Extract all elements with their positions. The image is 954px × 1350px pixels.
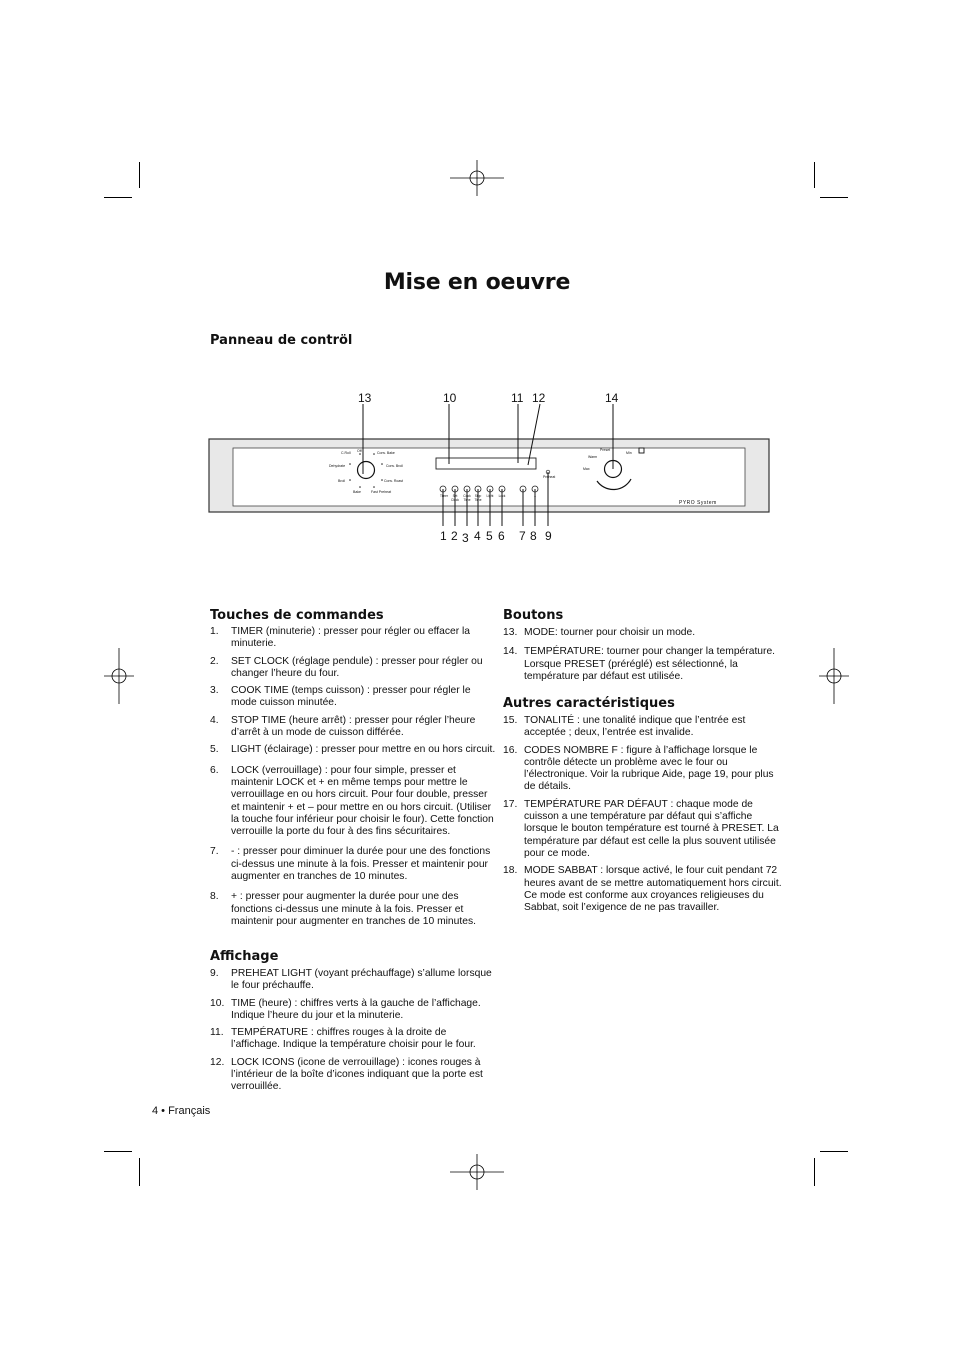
registration-mark-right [819, 648, 849, 704]
list-item: 15. TONALITÉ : une tonalité indique que l’entrée est acceptée ; deux, l’entrée est invalide. [503, 715, 746, 739]
knob-label-dehydrate: Dehydrate [329, 464, 346, 468]
affichage-list [210, 968, 496, 1099]
list-item: 3. COOK TIME (temps cuisson) : presser pour régler le mode cuisson minutée. [210, 685, 471, 709]
temp-label-warm: Warm [588, 455, 598, 459]
lock-icon-box [639, 448, 644, 453]
temp-label-preset: Preset [600, 448, 611, 452]
list-item: 2. SET CLOCK (réglage pendule) : presser pour régler ou changer l’heure du four. [210, 655, 483, 679]
callout-2: 2 [451, 529, 458, 543]
callout-10: 10 [443, 391, 457, 405]
callout-7: 7 [519, 529, 526, 543]
list-item: 1. TIMER (minuterie) : presser pour régler ou effacer la minuterie. [210, 626, 471, 650]
crop-mark-bl-h [104, 1151, 132, 1152]
panel-heading: Panneau de contröl [210, 333, 353, 348]
list-item: 17. TEMPÉRATURE PAR DÉFAUT : chaque mode de cuisson a une température par défaut qui s’affiche lorsque le bouton température est tourné à PRESET. La température par défaut est celle la plus souvent utilisée pour ce mode. [503, 798, 779, 859]
autres-heading: Autres caractéristiques [503, 696, 675, 711]
affichage-heading: Affichage [210, 949, 279, 964]
list-item: 11. TEMPÉRATURE : chiffres rouges à la droite de l’affichage. Indique la température choisir pour le four. [210, 1027, 476, 1051]
callout-13: 13 [358, 391, 372, 405]
preheat-label: Preheat [543, 475, 556, 479]
list-item: 18. MODE SABBAT : lorsque activé, le four cuit pendant 72 heures avant de se mettre automatiquement hors circuit. Ce mode est conforme aux croyances religieuses du Sabbat, soit l’exigence de ne pas travailler. [503, 865, 782, 914]
crop-mark-br-v [814, 1158, 815, 1186]
knob-label-croll: C.Roll [341, 451, 351, 455]
callout-12: 12 [532, 391, 546, 405]
touches-heading: Touches de commandes [210, 608, 384, 623]
list-item: 7. - : presser pour diminuer la durée pour une des fonctions ci-dessus une minute à la fois. Presser et maintenir pour augmenter en tranches de 10 minutes. [210, 846, 491, 883]
touches-list [210, 626, 496, 933]
list-item: 14. TEMPÉRATURE: tourner pour changer la température. Lorsque PRESET (préréglé) est sélectionné, la température par défaut est utilisée. [503, 646, 776, 682]
autres-list [503, 715, 783, 919]
crop-mark-tr-h [820, 197, 848, 198]
knob-label-bake: Bake [353, 490, 361, 494]
crop-mark-br-h [820, 1151, 848, 1152]
callout-4: 4 [474, 529, 481, 543]
button-label-lock: Lock [498, 494, 506, 498]
knob-label-conv-bake: Conv. Bake [377, 451, 395, 455]
callout-14: 14 [605, 391, 619, 405]
callout-8: 8 [530, 529, 537, 543]
button-label-cook-time: Cook Time [463, 494, 471, 502]
callout-6: 6 [498, 529, 505, 543]
button-label-timer: Timer [439, 494, 449, 498]
crop-mark-bl-v [139, 1158, 140, 1186]
button-label-minus: - [522, 494, 524, 499]
knob-label-conv-roast: Conv. Roast [384, 479, 403, 483]
list-item: 4. STOP TIME (heure arrêt) : presser pour régler l’heure d’arrêt à un mode de cuisson différée. [210, 714, 476, 739]
registration-mark-left [104, 648, 134, 704]
knob-label-fast-preheat: Fast Preheat [371, 490, 392, 494]
knob-label-off: Off [357, 449, 362, 453]
page-title: Mise en oeuvre [383, 270, 571, 295]
button-label-light: Light [486, 494, 494, 498]
knob-label-conv-broil: Conv. Broil [386, 464, 403, 468]
callout-3: 3 [462, 531, 469, 545]
callout-1: 1 [440, 529, 447, 543]
brand-label: PYRO System [679, 500, 717, 506]
list-item: 5. LIGHT (éclairage) : presser pour mettre en ou hors circuit. [210, 744, 496, 756]
callout-11: 11 [511, 391, 524, 405]
list-item: 8. + : presser pour augmenter la durée pour une des fonctions ci-dessus une minute à la fois. Presser et maintenir pour augmenter en tranches de 10 minutes. [210, 891, 476, 927]
list-item: 13. MODE: tourner pour choisir un mode. [503, 627, 696, 638]
mode-knob [358, 462, 375, 479]
page-footer: 4 • Français [152, 1105, 211, 1117]
list-item: 6. LOCK (verrouillage) : pour four simple, presser et maintenir LOCK et + en même temps pour mettre le verrouillage en ou hors circuit. Pour four double, presser et maintenir + et – pour mettre en ou hors circuit. (Utiliser la touche four inférieur pour choisir le four). Cette fonction verrouille la porte du four à des fins sécuritaires. [210, 764, 494, 838]
crop-mark-tl-h [104, 197, 132, 198]
list-item: 9. PREHEAT LIGHT (voyant préchauffage) s’allume lorsque le four préchauffe. [210, 968, 492, 992]
list-item: 10. TIME (heure) : chiffres verts à la gauche de l’affichage. Indique l’heure du jour et la minuterie. [210, 997, 481, 1021]
registration-mark-top [450, 160, 504, 196]
crop-mark-tr-v [814, 162, 815, 188]
callout-9: 9 [545, 529, 552, 543]
boutons-list [503, 627, 781, 688]
button-label-set-clock: Set Clock [451, 494, 459, 502]
temp-label-min: Min [626, 451, 632, 455]
list-item: 12. LOCK ICONS (icone de verrouillage) : icones rouges à l’intérieur de la boîte d’icones indiquant que la porte est verrouillée. [210, 1056, 483, 1093]
crop-mark-tl-v [139, 162, 140, 188]
button-label-plus: + [533, 494, 537, 499]
button-label-stop-time: Stop Time [474, 494, 482, 502]
boutons-heading: Boutons [503, 608, 564, 623]
display-window [436, 458, 536, 469]
registration-mark-bottom [450, 1154, 504, 1190]
callout-5: 5 [486, 529, 493, 543]
list-item: 16. CODES NOMBRE F : figure à l’affichage lorsque le contrôle détecte un problème avec le four ou l’électronique. Voir la rubrique Aide, page 19, pour plus de détails. [503, 744, 774, 793]
temp-label-max: Max [583, 467, 590, 471]
knob-label-broil: Broil [338, 479, 346, 483]
